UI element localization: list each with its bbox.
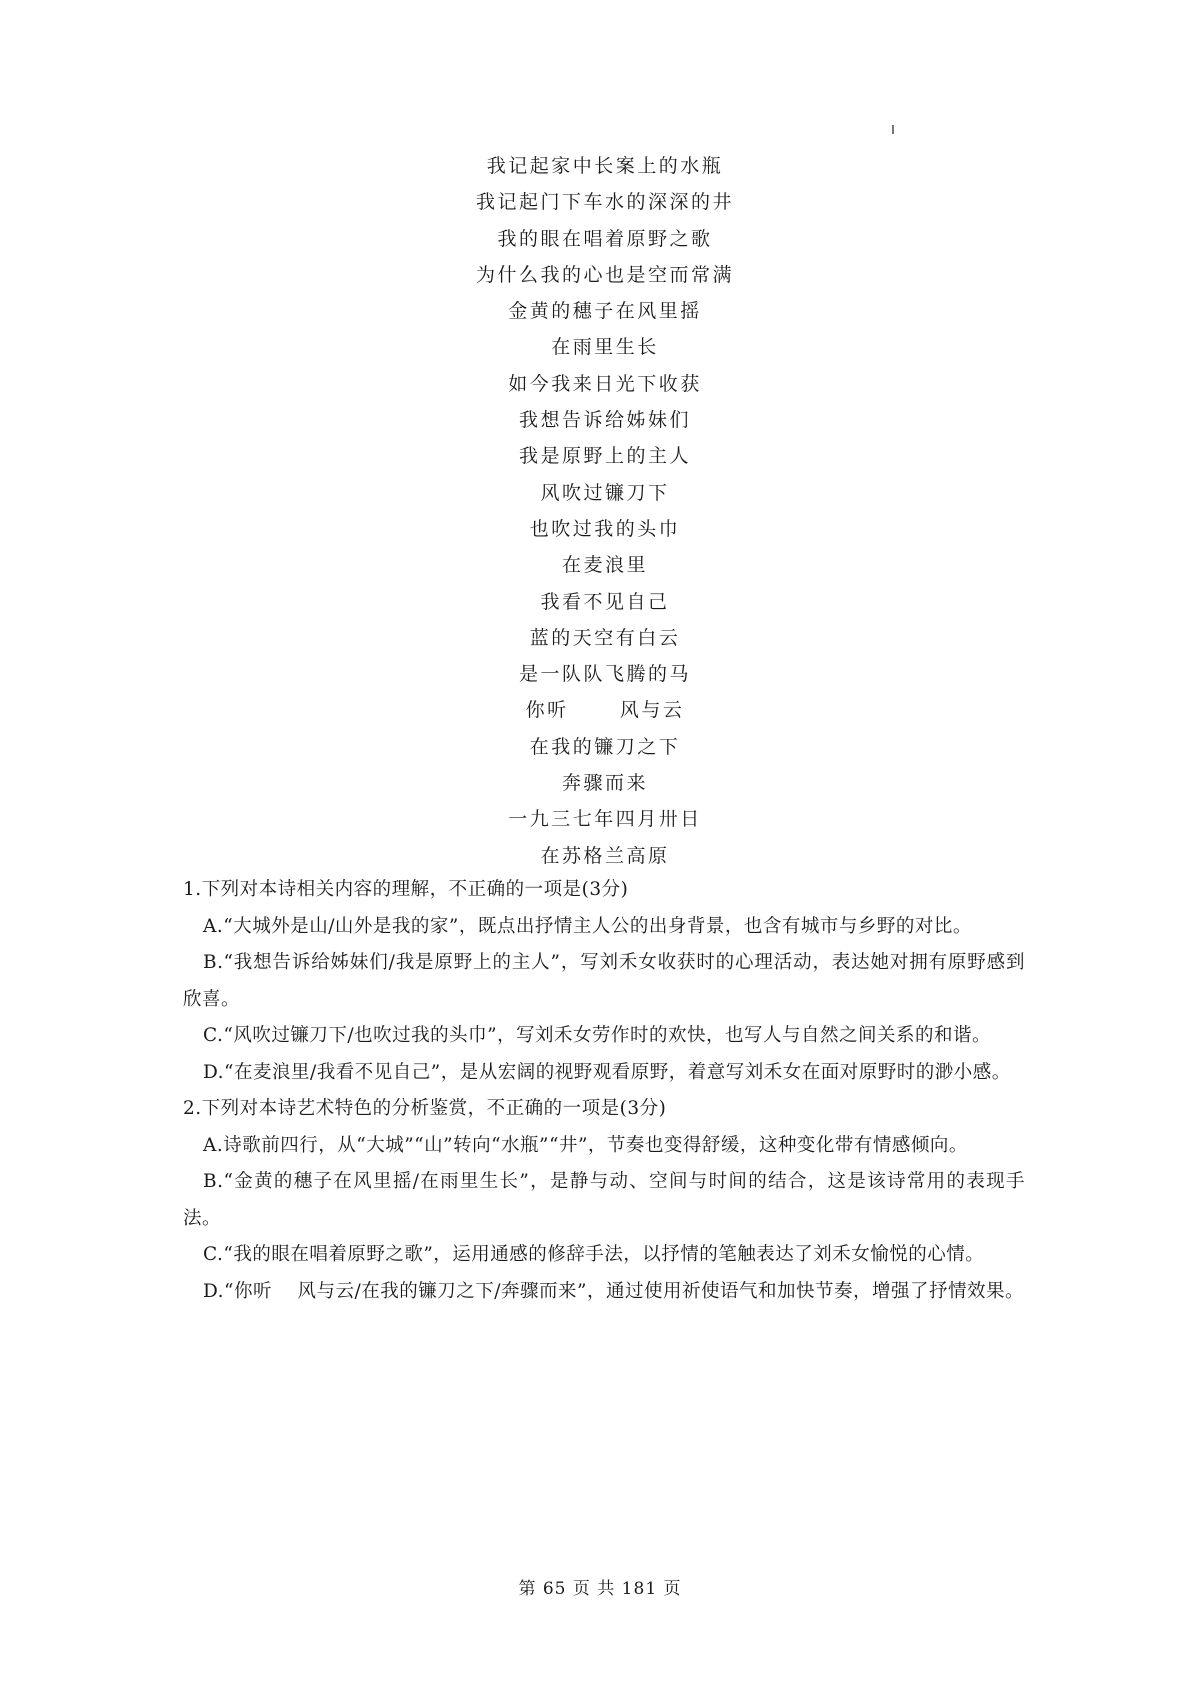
question-stem: 1.下列对本诗相关内容的理解，不正确的一项是(3分) [183, 879, 629, 900]
option-c: C.“我的眼在唱着原野之歌”，运用通感的修辞手法，以抒情的笔触表达了刘禾女愉悦的心情。 [203, 1244, 985, 1265]
poem-line: 我是原野上的主人 [518, 445, 691, 468]
poem-line: 我记起门下车水的深深的井 [475, 191, 734, 214]
poem-line: 金黄的穗子在风里摇 [508, 300, 702, 323]
poem-line: 我记起家中长案上的水瓶 [486, 155, 724, 177]
poem-line: 也吹过我的头巾 [529, 517, 681, 540]
poem-date: 一九三七年四月卅日 [508, 808, 702, 831]
poem-line: 我想告诉给姊妹们 [518, 409, 691, 432]
poem-line: 是一队队飞腾的马 [518, 663, 691, 686]
poem-place: 在苏格兰高原 [540, 844, 670, 867]
option-b: B.“金黄的穗子在风里摇/在雨里生长”，是静与动、空间与时间的结合，这是该诗常用的表现手法。 [183, 1171, 1025, 1229]
poem-line: 为什么我的心也是空而常满 [475, 263, 734, 286]
option-d: D.“你听 风与云/在我的镰刀之下/奔骤而来”，通过使用祈使语气和加快节奏，增强了抒情效果。 [203, 1280, 1024, 1302]
poem-line: 奔骤而来 [561, 772, 648, 795]
question-stem: 2.下列对本诗艺术特色的分析鉴赏，不正确的一项是(3分) [183, 1098, 667, 1119]
poem-line: 蓝的天空有白云 [529, 626, 681, 649]
poem-line: 我看不见自己 [540, 590, 670, 613]
option-a: A.诗歌前四行，从“大城”“山”转向“水瓶”“井”，节奏也变得舒缓，这种变化带有情感倾向。 [203, 1134, 968, 1156]
poem-line: 如今我来日光下收获 [508, 372, 702, 395]
poem-line: 在我的镰刀之下 [529, 735, 681, 758]
question-list [183, 872, 1025, 1310]
poem-line: 在雨里生长 [551, 336, 659, 359]
poem [0, 148, 1200, 874]
question-1 [183, 872, 1025, 1091]
option-a: A.“大城外是山/山外是我的家”，既点出抒情主人公的出身背景，也含有城市与乡野的对比。 [203, 915, 972, 937]
page-mark [892, 125, 894, 134]
option-c: C.“风吹过镰刀下/也吹过我的头巾”，写刘禾女劳作时的欢快，也写人与自然之间关系的和谐。 [203, 1025, 992, 1046]
question-2 [183, 1091, 1025, 1310]
option-b: B.“我想告诉给姊妹们/我是原野上的主人”，写刘禾女收获时的心理活动，表达她对拥有原野感到欣喜。 [183, 952, 1025, 1010]
poem-line: 我的眼在唱着原野之歌 [497, 227, 713, 250]
option-d: D.“在麦浪里/我看不见自己”，是从宏阔的视野观看原野，着意写刘禾女在面对原野时的渺小感。 [203, 1061, 1011, 1083]
poem-line: 你听 风与云 [525, 699, 685, 722]
poem-line: 风吹过镰刀下 [540, 481, 670, 504]
poem-line: 在麦浪里 [561, 554, 648, 577]
page-number-footer: 第 65 页 共 181 页 [518, 1579, 682, 1599]
